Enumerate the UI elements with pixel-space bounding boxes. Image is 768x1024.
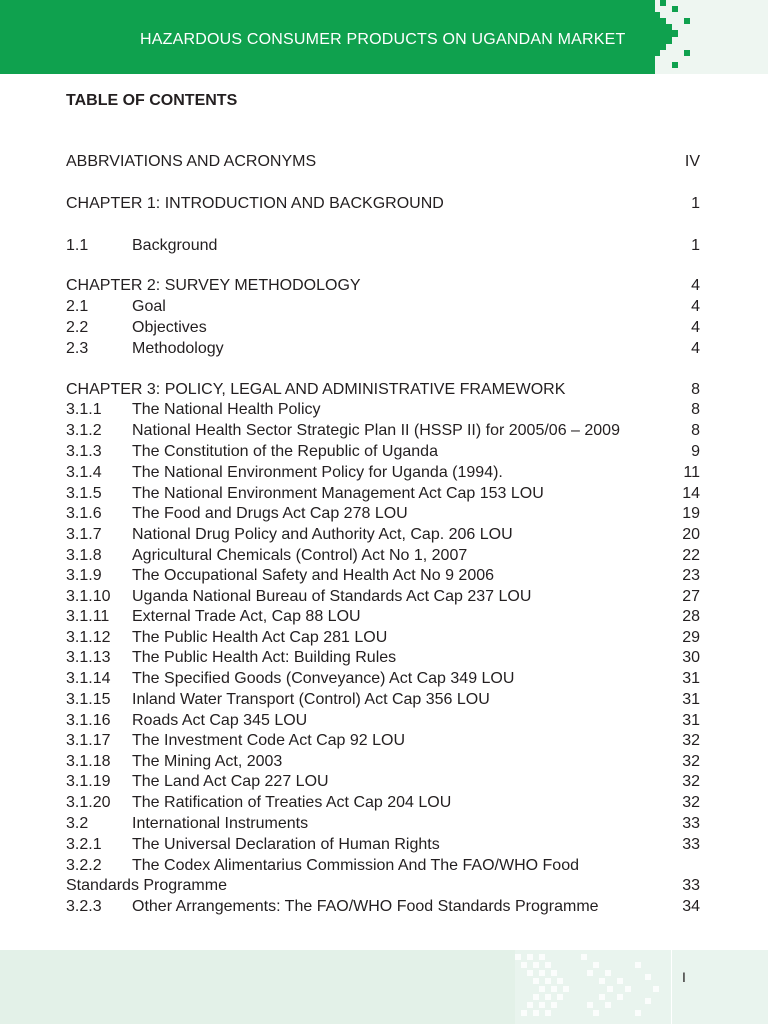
toc-entry [66, 152, 706, 172]
toc-entry-title: The Investment Code Act Cap 92 LOU [132, 732, 406, 749]
toc-entry-number: 3.1.14 [66, 670, 111, 687]
toc-entry-number: 3.1.6 [66, 505, 102, 522]
toc-entry [66, 876, 706, 896]
toc-entry-title: The Mining Act, 2003 [132, 753, 283, 770]
toc-entry-page: 11 [683, 464, 700, 481]
toc-entry-title: The National Environment Management Act Cap 153 LOU [132, 485, 544, 502]
toc-entry-title: The Constitution of the Republic of Uganda [132, 443, 438, 460]
toc-entry-page: 31 [682, 670, 700, 687]
toc-entry-title: The Food and Drugs Act Cap 278 LOU [132, 505, 408, 522]
page-number: I [682, 969, 686, 985]
toc-entry-title: Objectives [132, 319, 207, 336]
toc-entry-number: 3.1.12 [66, 629, 111, 646]
toc-entry [66, 814, 706, 834]
toc-entry-page: 23 [682, 567, 700, 584]
toc-entry-number: 2.1 [66, 298, 89, 315]
header-title: HAZARDOUS CONSUMER PRODUCTS ON UGANDAN MARKET [140, 31, 626, 48]
toc-entry [66, 380, 706, 400]
toc-entry-page: 1 [691, 237, 700, 254]
toc-entry [66, 525, 706, 545]
toc-entry-number: 3.1.8 [66, 547, 102, 564]
toc-entry-number: 3.2.1 [66, 836, 102, 853]
toc-entry-page: 34 [682, 898, 700, 915]
toc-entry-page: 31 [682, 712, 700, 729]
toc-entry-title: Background [132, 237, 218, 254]
toc-entry-number: 3.1.3 [66, 443, 102, 460]
toc-entry-page: 33 [682, 815, 700, 832]
toc-entry-page: 8 [691, 401, 700, 418]
toc-entry-page: 19 [682, 505, 700, 522]
toc-entry-title: The Specified Goods (Conveyance) Act Cap 349 LOU [132, 670, 515, 687]
toc-entry-number: 3.1.7 [66, 526, 102, 543]
toc-entry-page: 31 [682, 691, 700, 708]
toc-entry-title: International Instruments [132, 815, 309, 832]
toc-entry [66, 566, 706, 586]
toc-entry-page: 4 [691, 277, 700, 294]
toc-entry [66, 546, 706, 566]
toc-entry-page: 1 [691, 195, 700, 212]
toc-entry-number: 3.1.10 [66, 588, 111, 605]
page-header [0, 0, 768, 74]
toc-entry-number: 3.1.1 [66, 401, 102, 418]
toc-entry-page: 29 [682, 629, 700, 646]
toc-entry-page: 32 [682, 753, 700, 770]
toc-entry-number: 3.2.3 [66, 898, 102, 915]
toc-entry [66, 793, 706, 813]
toc-entry-number: 3.1.5 [66, 485, 102, 502]
toc-entry-number: 3.1.2 [66, 422, 102, 439]
toc-entry-number: 3.1.18 [66, 753, 111, 770]
toc-entry-title: The Occupational Safety and Health Act No 9 2006 [132, 567, 495, 584]
toc-entry [66, 772, 706, 792]
toc-entry [66, 648, 706, 668]
toc-entry [66, 276, 706, 296]
toc-entry [66, 607, 706, 627]
toc-entry [66, 587, 706, 607]
toc-entry-page: 20 [682, 526, 700, 543]
toc-entry-page: 8 [691, 381, 700, 398]
toc-entry-title: Roads Act Cap 345 LOU [132, 712, 308, 729]
toc-entry-number: 1.1 [66, 237, 89, 254]
toc-entry-title: Goal [132, 298, 166, 315]
footer-chevron-pattern [515, 950, 671, 1024]
toc-entry [66, 752, 706, 772]
toc-entry-title: The National Health Policy [132, 401, 321, 418]
toc-entry [66, 297, 706, 317]
toc-entry-page: 8 [691, 422, 700, 439]
toc-entry [66, 690, 706, 710]
toc-entry [66, 504, 706, 524]
toc-entry-number: 3.2.2 [66, 857, 102, 874]
toc-entry-page: IV [684, 153, 700, 170]
footer-divider [671, 950, 672, 1024]
toc-entry [66, 442, 706, 462]
toc-entry-title: The Codex Alimentarius Commission And The FAO/WHO Food [132, 857, 579, 874]
toc-entry-number: 3.1.11 [66, 608, 110, 625]
toc-entry [66, 669, 706, 689]
toc-entry-number: 3.1.20 [66, 794, 111, 811]
toc-entry [66, 484, 706, 504]
toc-entry-page: 28 [682, 608, 700, 625]
toc-entry-title: The National Environment Policy for Uganda (1994). [132, 464, 503, 481]
toc-entry-number: 3.1.13 [66, 649, 111, 666]
toc-entry [66, 194, 706, 214]
toc-entry-title: The Universal Declaration of Human Rights [132, 836, 440, 853]
toc-entry-title: External Trade Act, Cap 88 LOU [132, 608, 361, 625]
toc-entry-number: 3.1.4 [66, 464, 102, 481]
toc-entry-title: ABBRVIATIONS AND ACRONYMS [66, 153, 317, 170]
toc-entry [66, 421, 706, 441]
toc-entry-page: 32 [682, 732, 700, 749]
toc-entry-page: 22 [682, 547, 700, 564]
toc-entry-title: CHAPTER 2: SURVEY METHODOLOGY [66, 277, 361, 294]
toc-entry-number: 2.3 [66, 340, 89, 357]
toc-entry-title: The Public Health Act: Building Rules [132, 649, 397, 666]
toc-entry-page: 4 [691, 298, 700, 315]
toc-entry-page: 32 [682, 773, 700, 790]
toc-entry-page: 9 [691, 443, 700, 460]
toc-entry [66, 400, 706, 420]
toc-entry-title: The Land Act Cap 227 LOU [132, 773, 329, 790]
toc-entry-title: National Drug Policy and Authority Act, Cap. 206 LOU [132, 526, 513, 543]
toc-entry-number: 3.1.17 [66, 732, 111, 749]
toc-entry-page: 4 [691, 340, 700, 357]
toc-entry-title: CHAPTER 3: POLICY, LEGAL AND ADMINISTRATIVE FRAMEWORK [66, 381, 566, 398]
toc-entry [66, 711, 706, 731]
header-chevron-pattern [640, 0, 700, 74]
toc-entry-page: 33 [682, 877, 700, 894]
toc-entry-page: 27 [682, 588, 700, 605]
toc-entry [66, 856, 706, 876]
toc-entry-number: 3.1.19 [66, 773, 111, 790]
toc-entry-page: 32 [682, 794, 700, 811]
toc-entry [66, 731, 706, 751]
toc-entry-page: 4 [691, 319, 700, 336]
toc-entry-title: The Public Health Act Cap 281 LOU [132, 629, 388, 646]
toc-entry [66, 339, 706, 359]
toc-entry-number: 3.1.15 [66, 691, 111, 708]
toc-entry [66, 835, 706, 855]
toc-entry-title: Agricultural Chemicals (Control) Act No 1, 2007 [132, 547, 468, 564]
page-footer [0, 950, 768, 1024]
toc-entry-number: 3.2 [66, 815, 89, 832]
toc-entry-title: The Ratification of Treaties Act Cap 204 LOU [132, 794, 452, 811]
footer-band [0, 950, 515, 1024]
toc-entry [66, 463, 706, 483]
toc-entry-title: Methodology [132, 340, 224, 357]
toc-entry [66, 897, 706, 917]
toc-entry-number: 3.1.9 [66, 567, 102, 584]
toc-entry-title: CHAPTER 1: INTRODUCTION AND BACKGROUND [66, 195, 444, 212]
toc-heading: TABLE OF CONTENTS [66, 92, 238, 109]
toc-entry-title: Other Arrangements: The FAO/WHO Food Standards Programme [132, 898, 599, 915]
toc-entry-page: 14 [682, 485, 700, 502]
toc-entry [66, 236, 706, 256]
toc-entry-title: Inland Water Transport (Control) Act Cap 356 LOU [132, 691, 490, 708]
toc-entry-page: 30 [682, 649, 700, 666]
toc-entry-number: 2.2 [66, 319, 89, 336]
toc-entry-title: Uganda National Bureau of Standards Act Cap 237 LOU [132, 588, 532, 605]
toc-entry [66, 628, 706, 648]
toc-entry-page: 33 [682, 836, 700, 853]
toc-entry-number: 3.1.16 [66, 712, 111, 729]
toc-entry-title: Standards Programme [66, 877, 227, 894]
toc-entry [66, 318, 706, 338]
toc-entry-title: National Health Sector Strategic Plan II (HSSP II) for 2005/06 – 2009 [132, 422, 620, 439]
